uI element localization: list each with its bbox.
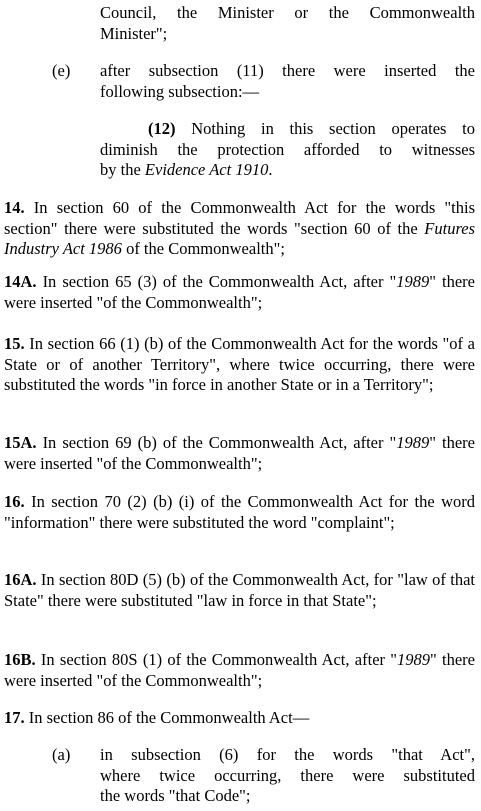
text-span: In section 60 of the Commonwealth Act for the words "this section" there were substituted the words "section 60 of the — [4, 198, 475, 238]
text-line: in subsection (6) for the words "that Act", — [100, 745, 475, 764]
text-span: " there were inserted "of the Commonwealth"; — [4, 650, 475, 690]
paragraph-17 — [4, 708, 475, 729]
inserted-subsection-12 — [100, 119, 475, 181]
paragraph-15a — [4, 433, 475, 474]
text-line: Council, the Minister or the Commonwealth — [100, 3, 475, 22]
text-span: " there were inserted "of the Commonwealth"; — [4, 272, 475, 312]
text-line: Minister"; — [100, 23, 168, 43]
paragraph-14 — [4, 198, 475, 260]
year: 1989 — [396, 433, 430, 452]
paragraph-number: 16A. — [4, 570, 37, 589]
text-span: In section 86 of the Commonwealth Act— — [24, 708, 310, 727]
text-span: by the — [100, 160, 145, 179]
text-span: In section 66 (1) (b) of the Commonwealth Act for the words "of a State or of another Territory", where twice occurring, there were substituted the words "in force in another State or in a Territory"; — [4, 334, 475, 394]
year: 1989 — [396, 272, 430, 291]
paragraph-number: 16. — [4, 492, 25, 511]
text-span: . — [268, 160, 273, 179]
text-line: following subsection:— — [100, 81, 260, 101]
item-e-text — [100, 61, 475, 102]
paragraph-number: 16B. — [4, 650, 36, 669]
item-a-text — [100, 745, 475, 807]
paragraph-number: 15. — [4, 334, 25, 353]
year: 1989 — [397, 650, 431, 669]
text-span: Nothing in this section operates to — [191, 119, 475, 138]
act-title: Futures Industry Act 1986 — [4, 218, 475, 258]
text-span: of the Commonwealth"; — [121, 239, 285, 258]
paragraph-number: 15A. — [4, 433, 37, 452]
text-line — [100, 160, 475, 181]
text-span: In section 65 (3) of the Commonwealth Act, after " — [36, 272, 397, 291]
act-title: Evidence Act 1910 — [144, 160, 269, 179]
text-line: diminish the protection afforded to witnesses — [100, 139, 475, 159]
text-line: after subsection (11) there were inserted the — [100, 61, 475, 80]
paragraph-number: 14. — [4, 198, 25, 217]
text-span: In section 70 (2) (b) (i) of the Commonwealth Act for the word "information" there were substituted the word "complaint"; — [4, 492, 475, 532]
paragraph-number: 14A. — [4, 272, 37, 291]
item-label-e: (e) — [52, 61, 71, 80]
subsection-number: (12) — [148, 119, 176, 138]
text-line: the words "that Code"; — [100, 786, 251, 805]
text-span: In section 69 (b) of the Commonwealth Act, after " — [36, 433, 397, 452]
text-line: where twice occurring, there were substituted — [100, 765, 475, 785]
paragraph-16 — [4, 492, 475, 533]
text-line — [100, 119, 475, 140]
paragraph-16a — [4, 570, 475, 611]
paragraph-16b — [4, 650, 475, 691]
paragraph-number: 17. — [4, 708, 25, 727]
text-span: In section 80S (1) of the Commonwealth Act, after " — [35, 650, 398, 669]
text-span: In section 80D (5) (b) of the Commonwealth Act, for "law of that State" there were substituted "law in force in that State"; — [4, 570, 475, 610]
continued-text — [100, 3, 475, 44]
item-label-a: (a) — [52, 745, 71, 764]
paragraph-15 — [4, 334, 475, 396]
paragraph-14a — [4, 272, 475, 313]
text-span: " there were inserted "of the Commonwealth"; — [4, 433, 475, 473]
